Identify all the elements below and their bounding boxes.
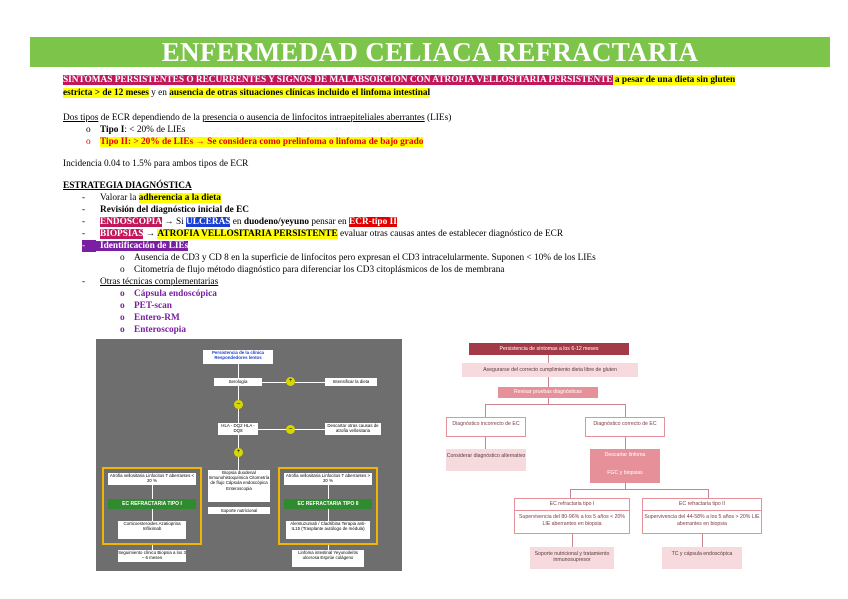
flow-connector: [625, 437, 626, 449]
flow-node-serologia: Serología: [214, 378, 262, 386]
flow-connector: [238, 457, 239, 470]
flow-node-tipo-2: EC REFRACTARIA TIPO II: [284, 499, 372, 509]
item4-a: BIOPSIAS: [100, 229, 144, 239]
strategy-sub-1: o Ausencia de CD3 y CD 8 en la superficie de linfocitos pero expresan el CD3 intracelularmente. Suponen < 10% de los LIEs: [120, 253, 596, 263]
type-2-text: Tipo II: > 20% de LIEs → Se considera como prelinfoma o linfoma de bajo grado: [100, 137, 424, 147]
tech-item-2: o PET-scan: [120, 301, 172, 311]
item4-b: →: [143, 229, 158, 239]
flow-r-tipo-1-text: Supervivencia del 80-96% a los 5 años < 20% LIE aberrantes en biopsia: [515, 510, 629, 527]
flow-r-tipo-2: [642, 498, 762, 534]
tech-2-label: PET-scan: [134, 301, 172, 311]
item2-text: Revisión del diagnóstico inicial de EC: [100, 205, 250, 215]
definition-gluten: a pesar de una dieta sin gluten: [612, 75, 736, 85]
definition-line-2: [63, 87, 430, 99]
item3-b: → Si: [162, 217, 187, 227]
flow-connector: [708, 489, 709, 498]
flow-connector: [258, 429, 286, 430]
flow-r-descartar-label: Descartar linfoma: [604, 452, 646, 458]
flow-connector: [548, 398, 549, 404]
flow-connector: [572, 534, 573, 547]
flow-r-revisar: Revisar pruebas diagnósticas: [498, 387, 598, 398]
flow-connector: [702, 534, 703, 547]
flow-connector: [328, 485, 329, 499]
tech-4-label: Enteroscopia: [134, 325, 186, 335]
flow-connector: [152, 485, 153, 499]
strategy-item-2: - Revisión del diagnóstico inicial de EC: [82, 205, 250, 215]
flow-node-descartar: Descartar otras causas de atrofia vellositaria: [325, 423, 381, 435]
definition-duration: estricta > de 12 meses: [63, 88, 149, 98]
flow-node-intensificar: Intensificar la dieta: [325, 378, 377, 386]
strategy-sub-2: o Citometría de flujo método diagnóstico para diferenciar los CD3 citoplásmicos de los de membrana: [120, 265, 505, 275]
flow-connector: [548, 355, 549, 363]
flow-connector: [238, 409, 239, 423]
flow-node-atrofia-1: Atrofia vellositaria Linfocitos T aberrantes < 20 %: [109, 473, 195, 484]
flow-connector: [328, 509, 329, 521]
item1-a: Valorar la: [100, 193, 139, 203]
types-intro: [63, 112, 451, 124]
tech-item-1: o Cápsula endoscópica: [120, 289, 217, 299]
strategy-item-1: - Valorar la adherencia a la dieta: [82, 193, 221, 203]
flow-connector: [485, 404, 625, 405]
sub2-text: Citometría de flujo método diagnóstico para diferenciar los CD3 citoplásmicos de los de membrana: [134, 265, 505, 275]
flow-connector: [262, 382, 286, 383]
flow-plus-1: +: [286, 377, 295, 386]
flow-r-tipo-2-text: Supervivencia del 44-58% a los 5 años > 20% LIE aberrantes en biopsia: [643, 510, 761, 527]
definition-line-1: [63, 74, 735, 86]
flow-connector: [238, 364, 239, 378]
flow-node-linfoma: Linfoma intestinal Yeyunoileítis ulcerosa Esprúe colágeno: [292, 550, 364, 567]
flow-connector: [548, 377, 549, 387]
types-intro-a: Dos tipos: [63, 113, 99, 123]
flow-node-soporte: Soporte nutricional: [208, 507, 270, 514]
flow-minus-2: –: [286, 425, 295, 434]
flow-r-asegurarse: Asegurarse del correcto cumplimiento dieta libre de gluten: [462, 363, 638, 377]
flow-connector: [485, 404, 486, 417]
incidence-text: Incidencia 0.04 to 1.5% para ambos tipos de ECR: [63, 159, 249, 169]
item3-a: ENDOSCOPIA: [100, 217, 162, 227]
flow-r-incorrecto: Diagnóstico incorrecto de EC: [446, 417, 526, 437]
definition-connector: y en: [148, 88, 170, 98]
tech-3-label: Entero-RM: [134, 313, 180, 323]
sub1-text: Ausencia de CD3 y CD 8 en la superficie de linfocitos pero expresan el CD3 intracelularmente. Suponen < 10% de los LIEs: [134, 253, 596, 263]
flow-r-tipo-1-title: EC refractaria tipo I: [549, 501, 595, 507]
flow-connector: [238, 435, 239, 448]
strategy-item-6: - Otras técnicas complementarias: [82, 277, 219, 287]
flow-connector: [295, 382, 325, 383]
flowchart-left: [96, 339, 402, 571]
item3-e: duodeno/yeyuno: [243, 217, 310, 227]
flow-node-seguimiento: Seguimiento clínico Biopsia a los 3 – 6 meses: [118, 550, 186, 561]
flow-connector: [570, 489, 708, 490]
flow-minus-1: –: [234, 400, 243, 409]
flow-r-tc: TC y cápsula endoscópica: [662, 547, 742, 569]
flow-connector: [238, 386, 239, 400]
item3-c: ULCERAS: [186, 217, 231, 227]
strategy-item-4: - BIOPSIAS → ATROFIA VELLOSITARIA PERSISTENTE evaluar otras causas antes de establecer diagnóstico de ECR: [82, 229, 564, 239]
item3-f: pensar en: [309, 217, 350, 227]
flow-node-tratamiento-2: Alemtuzumab / Cladribina Terapia anti-IL15 (Trasplante autólogo de médula): [286, 521, 370, 539]
strategy-heading: ESTRATEGIA DIAGNÓSTICA: [63, 181, 192, 191]
type-1-item: o Tipo I: < 20% de LIEs: [86, 125, 186, 135]
flow-node-biopsia: Biopsia duodenal Inmunohistoquímica Citometría de flujo Cápsula endoscópica Enteroscopia: [208, 470, 270, 502]
flow-connector: [152, 509, 153, 521]
tech-item-3: o Entero-RM: [120, 313, 180, 323]
flow-r-soporte: Soporte nutricional y tratamiento inmunosupresor: [530, 547, 614, 569]
type-1-label: Tipo I: [100, 125, 125, 135]
types-intro-d: (LIEs): [424, 113, 452, 123]
definition-exclusion: ausencia de otras situaciones clínicas incluido el linfoma intestinal: [169, 88, 431, 98]
types-intro-b: de ECR dependiendo de la: [98, 113, 203, 123]
flow-connector: [625, 404, 626, 417]
item3-g: ECR-tipo II: [349, 217, 397, 227]
flow-node-tratamiento-1: Corticoesteroides Azatioprina Infliximab: [118, 521, 186, 539]
item6-text: Otras técnicas complementarias: [100, 277, 219, 287]
item4-d: evaluar otras causas antes de establecer diagnóstico de ECR: [337, 229, 564, 239]
item1-b: adherencia a la dieta: [138, 193, 221, 203]
flow-connector: [570, 489, 571, 498]
type-2-item: o Tipo II: > 20% de LIEs → Se considera como prelinfoma o linfoma de bajo grado: [86, 137, 424, 147]
type-1-text: : < 20% de LIEs: [124, 125, 186, 135]
item4-c: ATROFIA VELLOSITARIA PERSISTENTE: [157, 229, 338, 239]
flow-connector: [485, 437, 486, 449]
strategy-item-5: - Identificación de LIEs: [82, 241, 189, 251]
flow-node-atrofia-2: Atrofia vellositaria Linfocitos T aberrantes > 20 %: [285, 473, 371, 484]
flow-r-tipo-1: [514, 498, 630, 534]
flow-r-descartar-linfoma: [590, 449, 660, 483]
item5-text: Identificación de LIEs: [96, 241, 188, 251]
flow-node-tipo-1: EC REFRACTARIA TIPO I: [108, 499, 196, 509]
item3-d: en: [230, 217, 244, 227]
flow-r-tipo-2-title: EC refractaria tipo II: [678, 501, 726, 507]
flow-node-hla: HLA - DQ2 HLA - DQ8: [218, 423, 258, 435]
flow-r-correcto: Diagnóstico correcto de EC: [585, 417, 665, 437]
flow-r-fgc-label: FGC y biopsias: [607, 470, 643, 477]
types-intro-c: presencia o ausencia de linfocitos intraepiteliales aberrantes: [202, 113, 425, 123]
page-title: ENFERMEDAD CELIACA REFRACTARIA: [30, 37, 830, 67]
tech-1-label: Cápsula endoscópica: [134, 289, 217, 299]
flow-plus-2: +: [234, 448, 243, 457]
tech-item-4: o Enteroscopia: [120, 325, 186, 335]
flow-node-persistencia: Persistencia de la clínica Respondedores lentos: [203, 350, 273, 364]
flow-r-alternativo: Considerar diagnóstico alternativo: [446, 449, 526, 471]
strategy-item-3: - ENDOSCOPIA → Si ULCERAS en duodeno/yeyuno pensar en ECR-tipo II: [82, 217, 397, 227]
definition-highlight: SINTOMAS PERSISTENTES O RECURRENTES Y SIGNOS DE MALABSORCIÓN CON ATROFIA VELLOSITARIA PERSISTENTE: [63, 75, 613, 85]
flow-r-persistencia: Persistencia de síntomas a los 6-12 meses: [469, 343, 629, 355]
flow-connector: [295, 429, 325, 430]
